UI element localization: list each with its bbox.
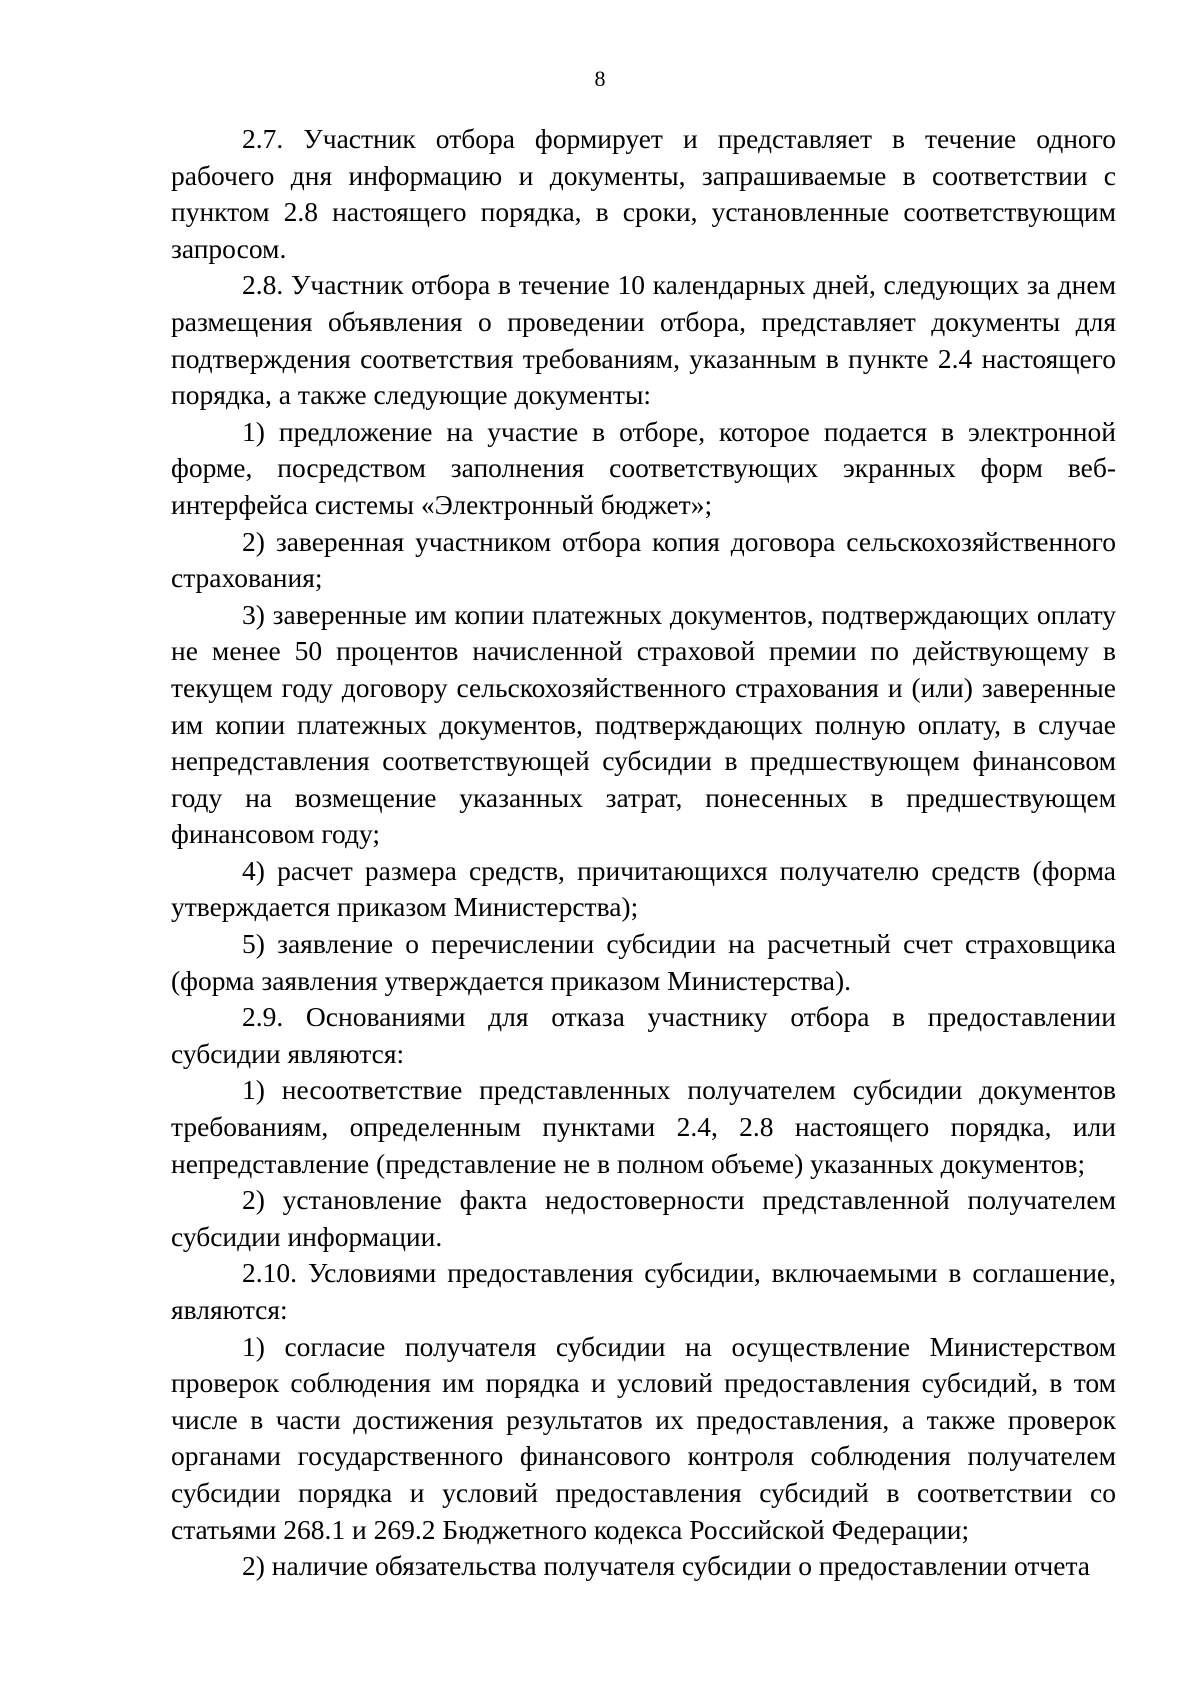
list-item-2-8-1: 1) предложение на участие в отборе, которое подается в электронной форме, посредством заполнения соответствующих экранных форм веб-интерфейса системы «Электронный бюджет»; — [171, 415, 1116, 520]
list-item-2-8-5: 5) заявление о перечислении субсидии на расчетный счет страховщика (форма заявления утверждается приказом Министерства). — [171, 928, 1116, 996]
paragraph-2-8: 2.8. Участник отбора в течение 10 календарных дней, следующих за днем размещения объявления о проведении отбора, представляет документы для подтверждения соответствия требованиям, указанным в пункте 2.4 настоящего порядка, а также следующие документы: — [171, 269, 1116, 411]
paragraph-2-10: 2.10. Условиями предоставления субсидии, включаемыми в соглашение, являются: — [171, 1257, 1116, 1325]
list-item-2-9-1: 1) несоответствие представленных получателем субсидии документов требованиям, определенным пунктами 2.4, 2.8 настоящего порядка, или непредставление (представление не в полном объеме) указанных документов; — [171, 1074, 1116, 1179]
list-item-2-8-4: 4) расчет размера средств, причитающихся получателю средств (форма утверждается приказом Министерства); — [171, 854, 1116, 923]
paragraph-2-9: 2.9. Основаниями для отказа участнику отбора в предоставлении субсидии являются: — [171, 1001, 1116, 1069]
list-item-2-10-1: 1) согласие получателя субсидии на осуществление Министерством проверок соблюдения им порядка и условий предоставления субсидий, в том числе в части достижения результатов их предоставления, а также проверок органами государственного финансового контроля соблюдения получателем субсидии порядка и условий предоставления субсидий в соответствии со статьями 268.1 и 269.2 Бюджетного кодекса Российской Федерации; — [171, 1330, 1116, 1545]
document-body — [171, 121, 1116, 1585]
list-item-2-8-3: 3) заверенные им копии платежных документов, подтверждающих оплату не менее 50 процентов начисленной страховой премии по действующему в текущем году договору сельскохозяйственного страхования и (или) заверенные им копии платежных документов, подтверждающих полную оплату, в случае непредставления соответствующей субсидии в предшествующем финансовом году на возмещение указанных затрат, понесенных в предшествующем финансовом году; — [171, 598, 1116, 850]
page-number: 8 — [594, 66, 606, 91]
list-item-2-10-2: 2) наличие обязательства получателя субсидии о предоставлении отчета — [242, 1550, 1091, 1582]
list-item-2-9-2: 2) установление факта недостоверности представленной получателем субсидии информации. — [171, 1184, 1116, 1252]
paragraph-2-7: 2.7. Участник отбора формирует и представляет в течение одного рабочего дня информацию и документы, запрашиваемые в соответствии с пунктом 2.8 настоящего порядка, в сроки, установленные соответствующим запросом. — [171, 123, 1116, 264]
list-item-2-8-2: 2) заверенная участником отбора копия договора сельскохозяйственного страхования; — [171, 525, 1116, 594]
